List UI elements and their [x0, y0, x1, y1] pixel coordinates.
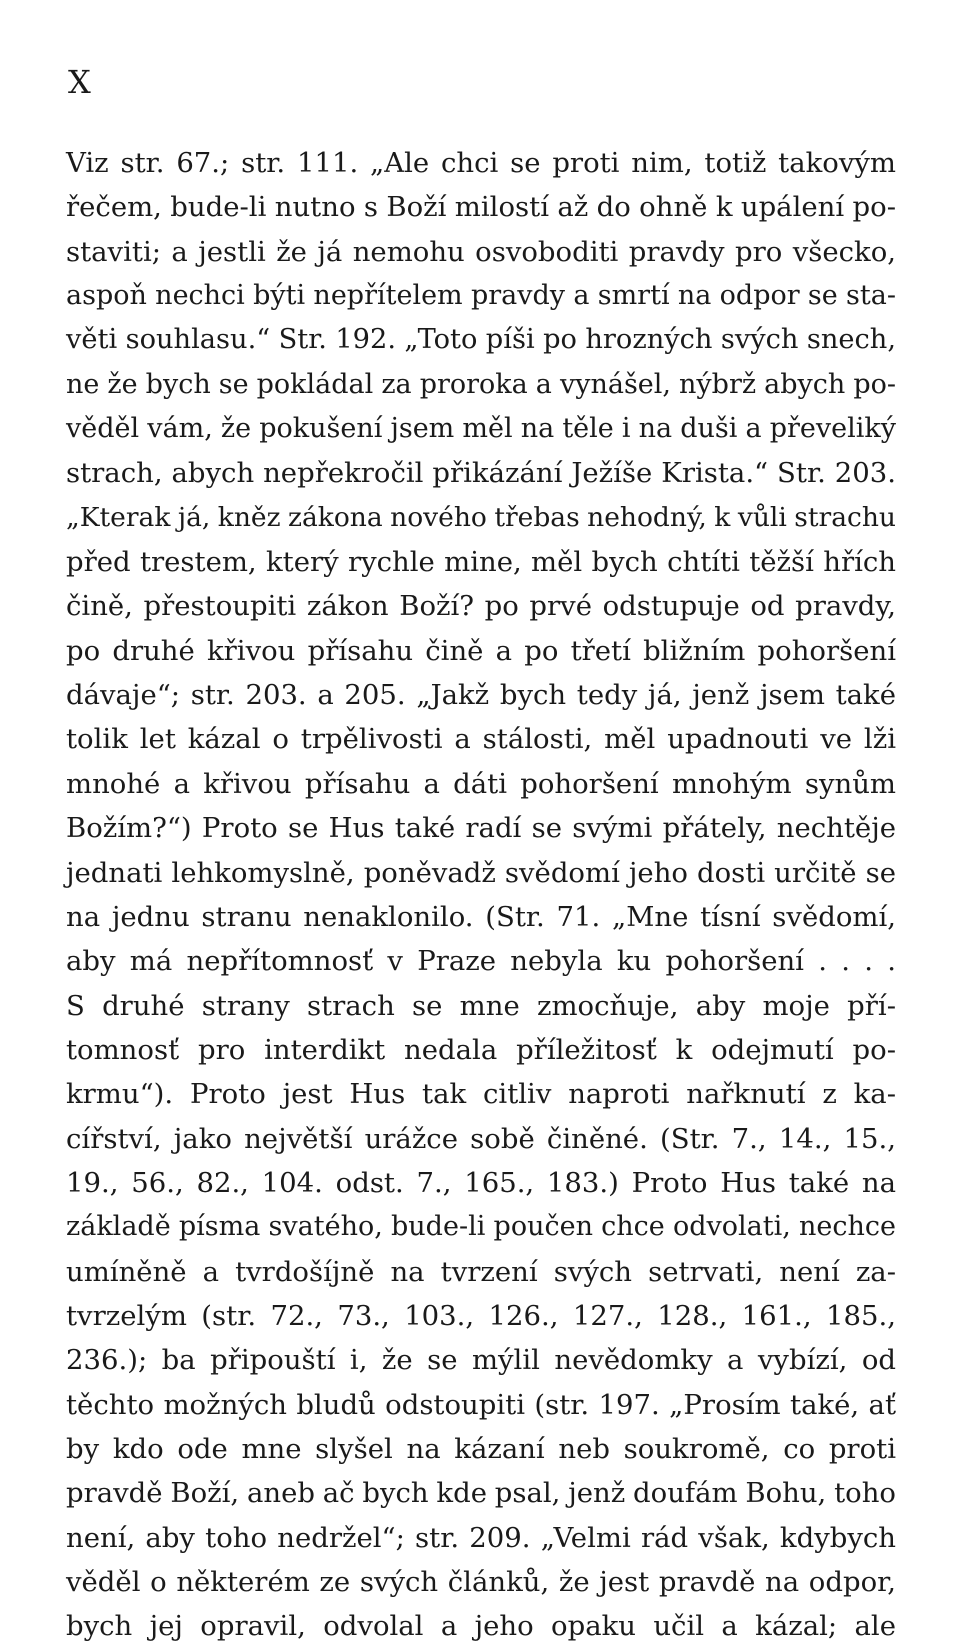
text-line: těchto možných bludů odstoupiti (str. 197. „Prosím také, ať	[66, 1388, 896, 1421]
text-line: Viz str. 67.; str. 111. „Ale chci se proti nim, totiž takovým	[66, 147, 896, 179]
text-line: věděl vám, že pokušení jsem měl na těle i na duši a převeliký	[66, 413, 896, 445]
text-line: aspoň nechci býti nepřítelem pravdy a smrtí na odpor se sta-	[66, 280, 896, 312]
text-line: by kdo ode mne slyšel na kázaní neb soukromě, co proti	[66, 1432, 896, 1465]
text-line: věti souhlasu.“ Str. 192. „Toto píši po hrozných svých snech,	[66, 324, 896, 356]
text-line: Božím?“) Proto se Hus také radí se svými přátely, nechtěje	[66, 812, 896, 845]
text-line: 236.); ba připouští i, že se mýlil nevědomky a vybízí, od	[66, 1344, 896, 1377]
text-line: čině, přestoupiti zákon Boží? po prvé odstupuje od pravdy,	[66, 590, 896, 623]
text-line: cířství, jako největší urážce sobě činěné. (Str. 7., 14., 15.,	[66, 1122, 896, 1155]
text-line: pravdě Boží, aneb ač bych kde psal, jenž doufám Bohu, toho	[66, 1477, 896, 1510]
text-line: aby má nepřítomnosť v Praze nebyla ku pohoršení . . . .	[66, 945, 896, 978]
text-line: ne že bych se pokládal za proroka a vynášel, nýbrž abych po-	[66, 368, 896, 400]
text-line: není, aby toho nedržel“; str. 209. „Velmi rád však, kdybych	[66, 1521, 896, 1554]
text-line: bych jej opravil, odvolal a jeho opaku učil a kázal; ale	[66, 1610, 896, 1643]
page-number: X	[68, 63, 91, 101]
text-line: tolik let kázal o trpělivosti a stálosti, měl upadnouti ve lži	[66, 723, 896, 756]
text-line: mnohé a křivou přísahu a dáti pohoršení mnohým synům	[66, 767, 896, 800]
text-line: na jednu stranu nenaklonilo. (Str. 71. „Mne tísní svědomí,	[66, 900, 896, 933]
text-line: věděl o některém ze svých článků, že jest pravdě na odpor,	[66, 1566, 896, 1598]
text-line: před trestem, který rychle mine, měl bych chtíti těžší hřích	[66, 546, 896, 579]
text-line: dávaje“; str. 203. a 205. „Jakž bych tedy já, jenž jsem také	[66, 679, 896, 712]
text-line: „Kterak já, kněz zákona nového třebas nehodný, k vůli strachu	[66, 501, 896, 533]
text-line: jednati lehkomyslně, poněvadž svědomí jeho dosti určitě se	[66, 856, 896, 889]
text-line: 19., 56., 82., 104. odst. 7., 165., 183.) Proto Hus také na	[66, 1166, 896, 1199]
text-line: umíněně a tvrdošíjně na tvrzení svých setrvati, není za-	[66, 1255, 896, 1288]
text-line: krmu“). Proto jest Hus tak citliv naproti nařknutí z ka-	[66, 1078, 896, 1111]
text-line: tomnosť pro interdikt nedala příležitosť k odejmutí po-	[66, 1033, 896, 1066]
text-line: po druhé křivou přísahu čině a po třetí bližním pohoršení	[66, 634, 896, 667]
text-line: základě písma svatého, bude-li poučen chce odvolati, nechce	[66, 1211, 896, 1243]
text-line: S druhé strany strach se mne zmocňuje, aby moje pří-	[66, 989, 896, 1022]
text-line: tvrzelým (str. 72., 73., 103., 126., 127., 128., 161., 185.,	[66, 1299, 896, 1332]
text-line: strach, abych nepřekročil přikázání Ježíše Krista.“ Str. 203.	[66, 457, 896, 490]
text-line: řečem, bude-li nutno s Boží milostí až do ohně k upálení po-	[66, 191, 896, 224]
body-text	[66, 141, 896, 1649]
text-line: staviti; a jestli že já nemohu osvoboditi pravdy pro všecko,	[66, 235, 896, 268]
